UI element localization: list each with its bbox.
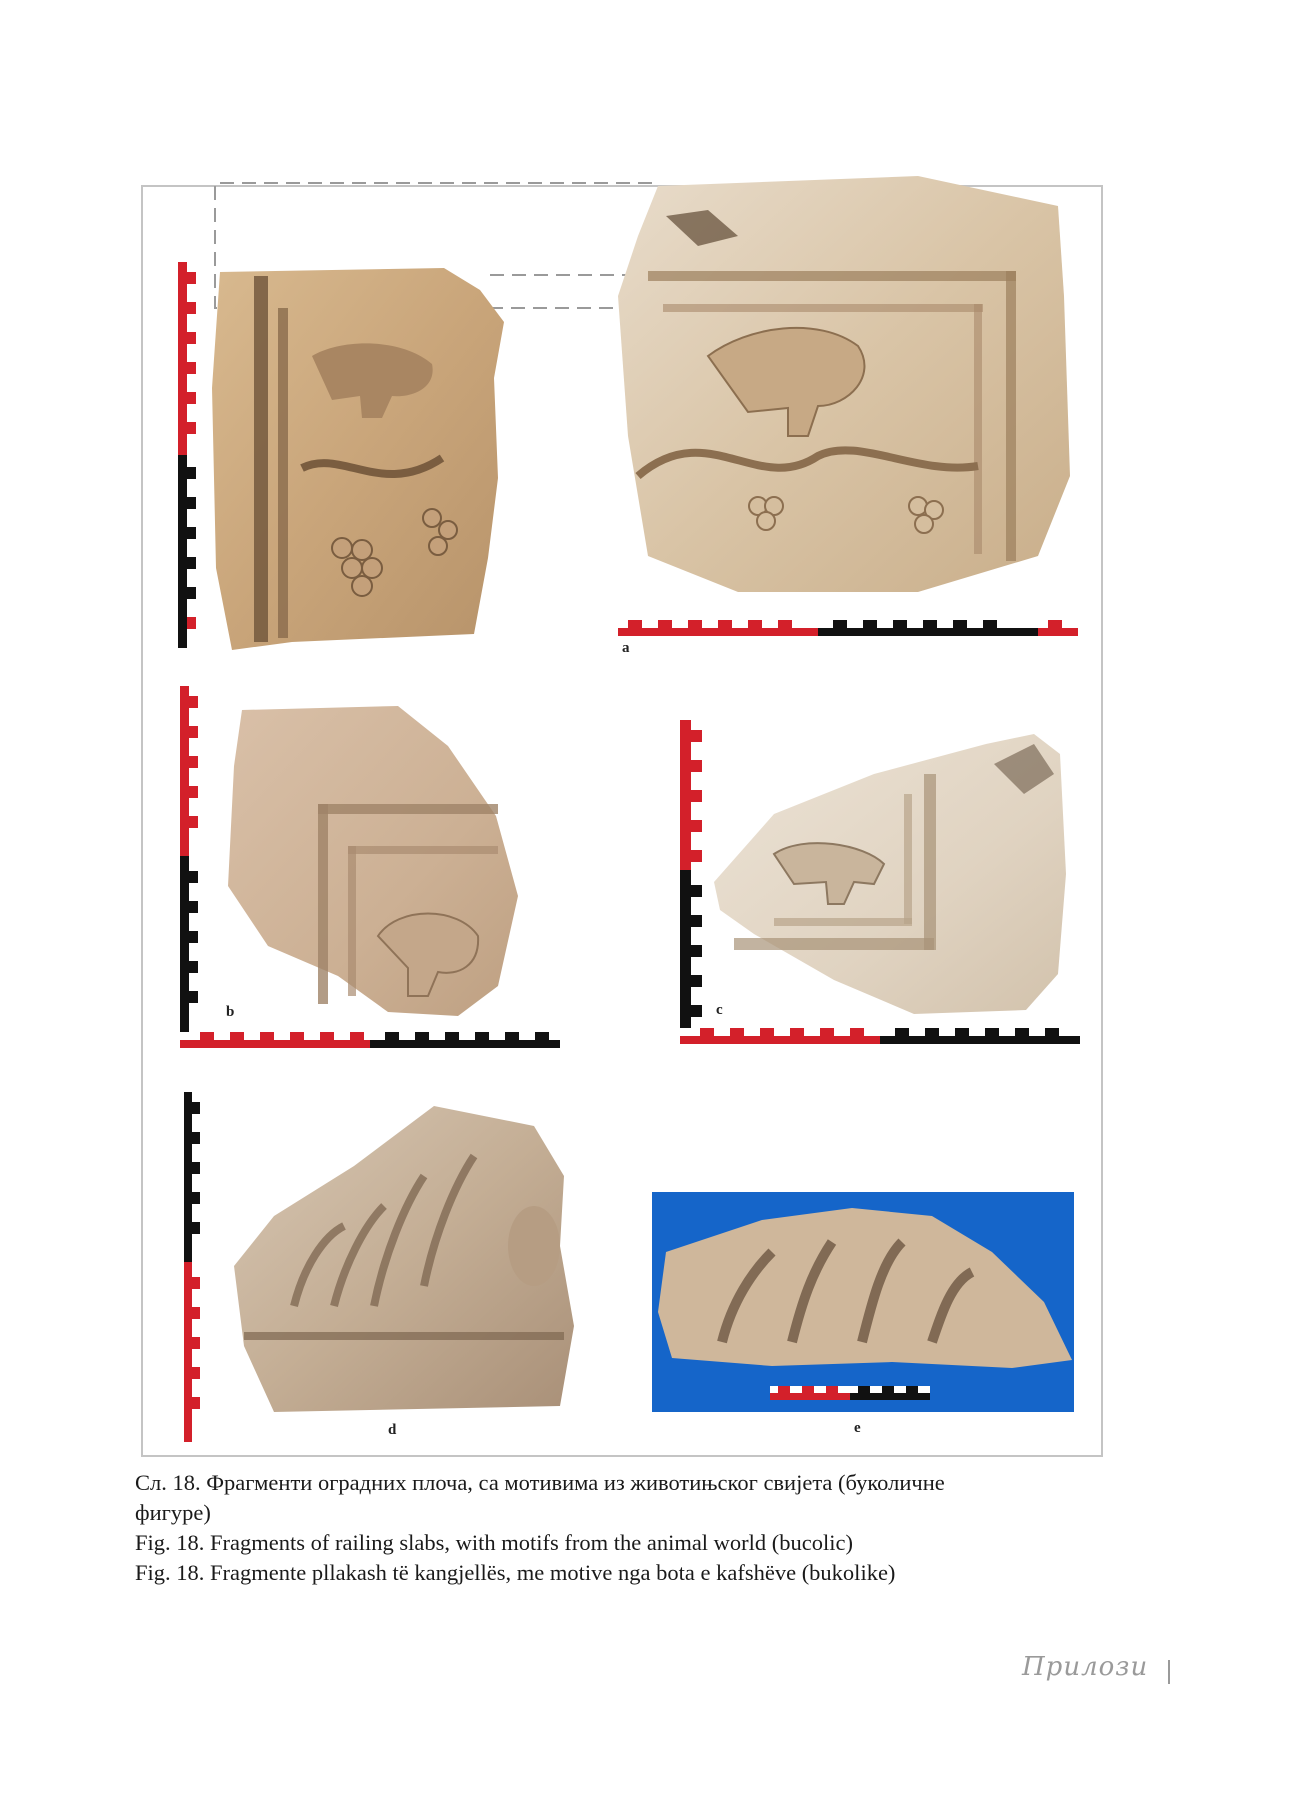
footer-separator	[1168, 1660, 1170, 1684]
photo-a-right-fragment	[618, 176, 1078, 600]
panel-label-a: a	[622, 640, 630, 656]
scale-bar-c-horizontal	[680, 1028, 1080, 1044]
caption-albanian: Fig. 18. Fragmente pllakash të kangjellës, me motive nga bota e kafshëve (bukolike)	[135, 1560, 896, 1585]
panel-label-d: d	[388, 1422, 397, 1438]
panel-label-e: e	[854, 1420, 861, 1436]
scale-bar-c-vertical	[680, 720, 702, 1042]
photo-e-fragment	[652, 1192, 1074, 1412]
scale-bar-e	[770, 1386, 930, 1400]
scale-bar-b-vertical	[180, 686, 198, 1038]
photo-d-fragment	[234, 1106, 578, 1412]
running-title: Прилози	[1022, 1652, 1149, 1682]
figure-caption	[135, 1468, 1075, 1588]
scale-bar-a-horizontal	[618, 620, 1078, 636]
panel-label-b: b	[226, 1004, 235, 1020]
scale-bar-b-horizontal	[180, 1032, 560, 1048]
photo-b-fragment	[228, 706, 542, 1022]
scale-bar-a-vertical	[178, 262, 196, 648]
caption-serbian-line2: фигуре)	[135, 1500, 211, 1525]
caption-serbian-line1: Сл. 18. Фрагменти оградних плоча, са мотивима из животињског свијета (буколичне	[135, 1470, 945, 1495]
scale-bar-d-vertical	[184, 1092, 200, 1442]
caption-english: Fig. 18. Fragments of railing slabs, with motifs from the animal world (bucolic)	[135, 1530, 854, 1555]
panel-label-c: c	[716, 1002, 723, 1018]
photo-c-fragment	[714, 734, 1066, 1016]
photo-a-left-fragment	[212, 268, 504, 650]
